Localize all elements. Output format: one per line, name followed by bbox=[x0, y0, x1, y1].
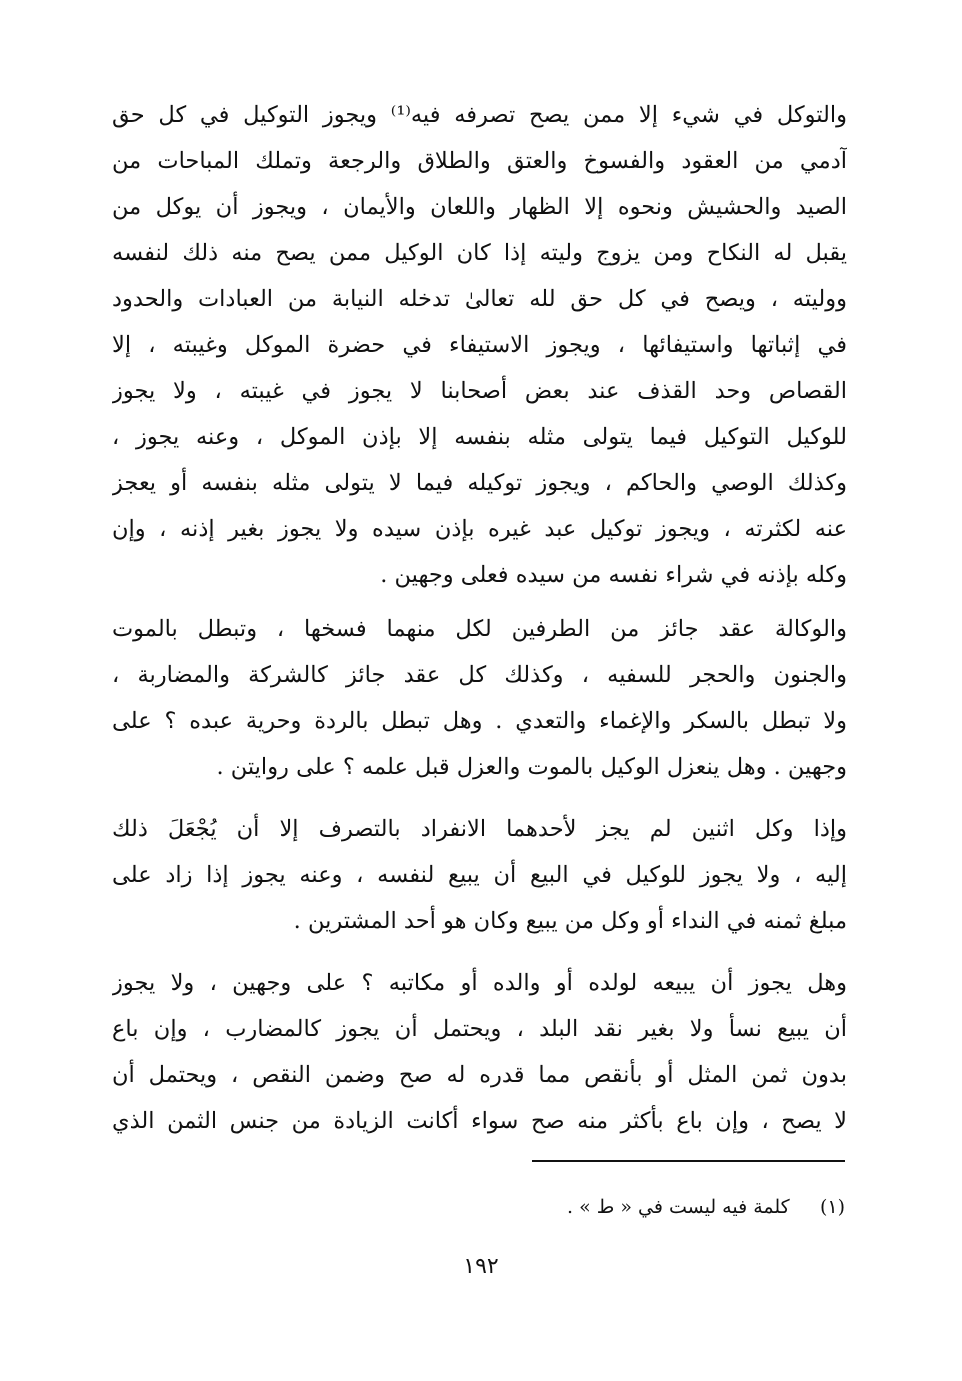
text-line: وهل يجوز أن يبيعه لولده أو والده أو مكاتبه ؟ على وجهين ، ولا يجوز bbox=[112, 970, 847, 996]
text-line: آدمي من العقود والفسوخ والعتق والطلاق والرجعة وتملك المباحات من bbox=[112, 148, 847, 174]
text-line: وإذا وكل اثنين لم يجز لأحدهما الانفراد بالتصرف إلا أن يُجْعَلَ ذلك bbox=[112, 816, 847, 842]
text-line: وكله بإذنه في شراء نفسه من سيده فعلى وجهين . bbox=[380, 562, 847, 588]
footnote-divider bbox=[532, 1160, 845, 1162]
footnote-marker: (١) bbox=[819, 1196, 845, 1218]
text-line: بدون ثمن المثل أو بأنقص مما قدره له صح وضمن النقص ، ويحتمل أن bbox=[112, 1062, 847, 1088]
text-line: القصاص وحد القذف عند بعض أصحابنا لا يجوز في غيبته ، ولا يجوز bbox=[112, 378, 847, 404]
text-line: والتوكل في شيء إلا ممن يصح تصرفه فيه⁽¹⁾ ويجوز التوكيل في كل حق bbox=[112, 102, 847, 128]
text-line: يقبل له النكاح ومن يزوج وليته إذا كان الوكيل ممن يصح منه ذلك لنفسه bbox=[112, 240, 847, 266]
text-line: ووليته ، ويصح في كل حق لله تعالىٰ تدخله النيابة من العبادات والحدود bbox=[112, 286, 847, 312]
text-line: مبلغ ثمنه في النداء أو وكل من يبيع وكان هو أحد المشترين . bbox=[293, 908, 847, 934]
text-line: لا يصح ، وإن باع بأكثر منه صح سواء أكانت الزيادة من جنس الثمن الذي bbox=[112, 1108, 847, 1134]
paragraph-1 bbox=[112, 92, 847, 598]
text-line: الصيد والحشيش ونحوه إلا الظهار واللعان والأيمان ، ويجوز أن يوكل من bbox=[112, 194, 847, 220]
paragraph-4 bbox=[112, 960, 847, 1144]
page-number: ١٩٢ bbox=[463, 1254, 499, 1279]
footnote-spacer bbox=[796, 1196, 814, 1218]
text-line: في إثباتها واستيفائها ، ويجوز الاستيفاء في حضرة الموكل وغيبته ، إلا bbox=[112, 332, 847, 358]
text-line: وجهين . وهل ينعزل الوكيل بالموت والعزل قبل علمه ؟ على روايتن . bbox=[216, 754, 847, 780]
footnote-text: كلمة فيه ليست في « ط » . bbox=[567, 1196, 790, 1218]
paragraph-3 bbox=[112, 806, 847, 944]
text-line: إليه ، ولا يجوز للوكيل في البيع أن يبيع لنفسه ، وعنه يجوز إذا زاد على bbox=[112, 862, 847, 888]
text-line: عنه لكثرته ، ويجوز توكيل عبد غيره بإذن سيده ولا يجوز بغير إذنه ، وإن bbox=[112, 516, 847, 542]
text-line: للوكيل التوكيل فيما يتولى مثله بنفسه إلا بإذن الموكل ، وعنه يجوز ، bbox=[112, 424, 847, 450]
text-line: أن يبيع نسأ ولا بغير نقد البلد ، ويحتمل أن يجوز كالمضارب ، وإن باع bbox=[112, 1016, 847, 1042]
text-line: وكذلك الوصي والحاكم ، ويجوز توكيله فيما لا يتولى مثله بنفسه أو يعجز bbox=[112, 470, 847, 496]
text-line: والوكالة عقد جائز من الطرفين لكل منهما فسخها ، وتبطل بالموت bbox=[112, 616, 847, 642]
footnote bbox=[400, 1192, 845, 1222]
text-line: والجنون والحجر للسفيه ، وكذلك كل عقد جائز كالشركة والمضاربة ، bbox=[112, 662, 847, 688]
paragraph-2 bbox=[112, 606, 847, 790]
text-line: ولا تبطل بالسكر والإغماء والتعدي . وهل تبطل بالردة وحرية عبده ؟ على bbox=[112, 708, 847, 734]
